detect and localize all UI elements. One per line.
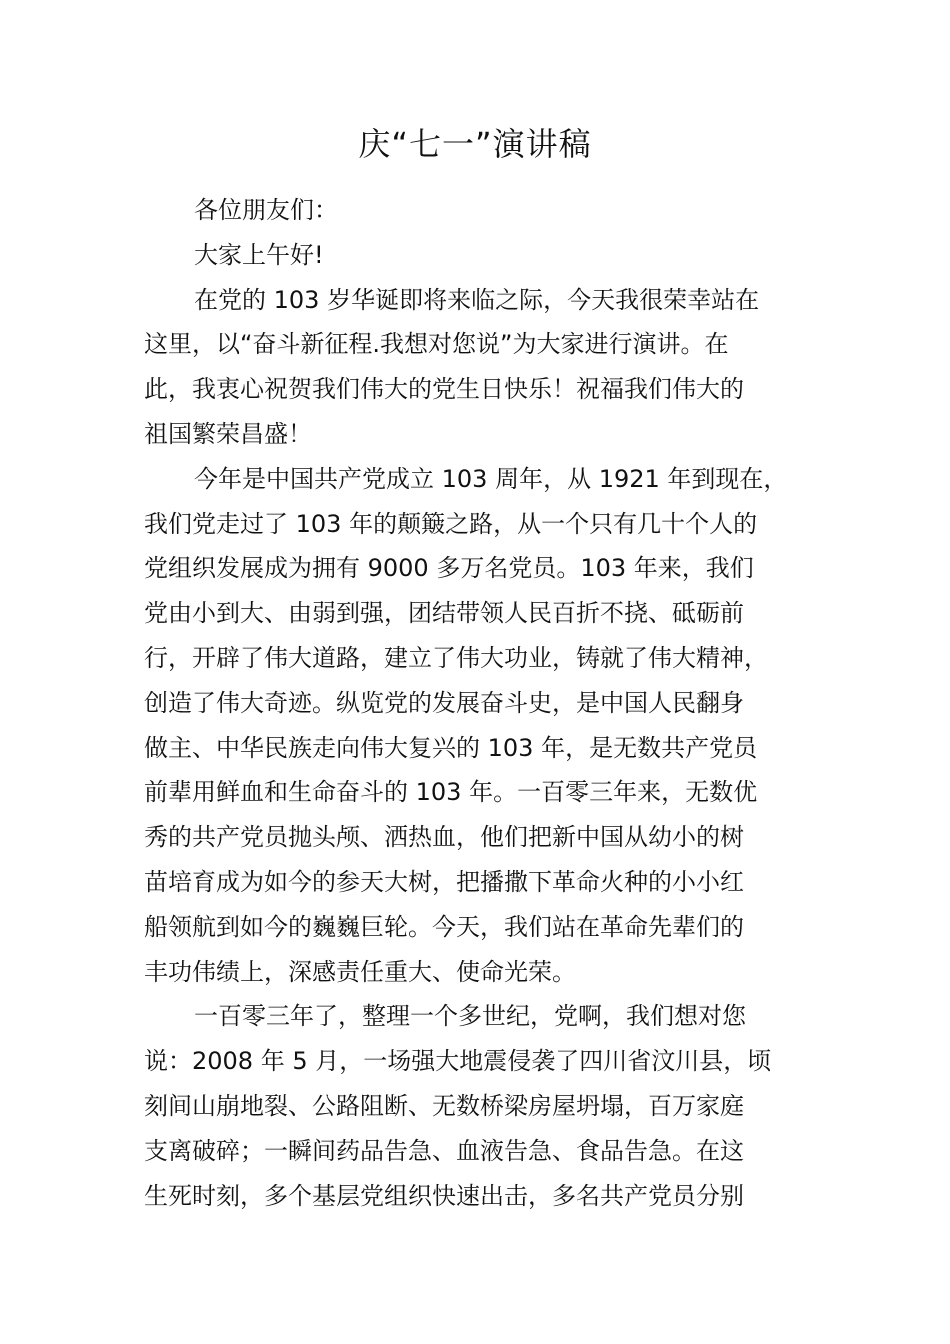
paragraph-3-line: 支离破碎；一瞬间药品告急、血液告急、食品告急。在这 xyxy=(144,1136,744,1165)
paragraph-2-line: 党组织发展成为拥有 9000 多万名党员。103 年来，我们 xyxy=(144,554,754,583)
paragraph-2-line: 秀的共产党员抛头颅、洒热血，他们把新中国从幼小的树 xyxy=(144,823,744,852)
document-body xyxy=(144,188,824,1218)
paragraph-3-line: 说：2008 年 5 月，一场强大地震侵袭了四川省汶川县，顷 xyxy=(144,1047,772,1076)
paragraph-2-line: 今年是中国共产党成立 103 周年，从 1921 年到现在， xyxy=(194,464,788,493)
paragraph-3-line: 刻间山崩地裂、公路阻断、无数桥梁房屋坍塌，百万家庭 xyxy=(144,1091,744,1120)
paragraph-2-line: 前辈用鲜血和生命奋斗的 103 年。一百零三年来，无数优 xyxy=(144,778,758,807)
greeting: 大家上午好! xyxy=(194,240,324,269)
paragraph-2-line: 丰功伟绩上，深感责任重大、使命光荣。 xyxy=(144,957,576,986)
paragraph-1-line: 这里，以“奋斗新征程.我想对您说”为大家进行演讲。在 xyxy=(144,330,729,359)
paragraph-2-line: 创造了伟大奇迹。纵览党的发展奋斗史，是中国人民翻身 xyxy=(144,688,744,717)
paragraph-2-line: 我们党走过了 103 年的颠簸之路，从一个只有几十个人的 xyxy=(144,509,758,538)
paragraph-1-line: 此，我衷心祝贺我们伟大的党生日快乐！祝福我们伟大的 xyxy=(144,375,744,404)
paragraph-2-line: 做主、中华民族走向伟大复兴的 103 年，是无数共产党员 xyxy=(144,733,758,762)
document-title: 庆“七一”演讲稿 xyxy=(358,125,592,163)
salutation: 各位朋友们： xyxy=(194,196,338,224)
paragraph-2-line: 行，开辟了伟大道路，建立了伟大功业，铸就了伟大精神， xyxy=(144,643,768,672)
paragraph-3-line: 生死时刻，多个基层党组织快速出击，多名共产党员分别 xyxy=(144,1181,744,1210)
paragraph-3-line: 一百零三年了，整理一个多世纪，党啊，我们想对您 xyxy=(194,1002,746,1031)
paragraph-1-line: 祖国繁荣昌盛！ xyxy=(144,419,312,448)
paragraph-2-line: 船领航到如今的巍巍巨轮。今天，我们站在革命先辈们的 xyxy=(144,912,744,941)
paragraph-2-line: 苗培育成为如今的参天大树，把播撒下革命火种的小小红 xyxy=(144,867,744,896)
paragraph-2-line: 党由小到大、由弱到强，团结带领人民百折不挠、砥砺前 xyxy=(144,599,744,628)
paragraph-1-line: 在党的 103 岁华诞即将来临之际，今天我很荣幸站在 xyxy=(194,285,760,314)
